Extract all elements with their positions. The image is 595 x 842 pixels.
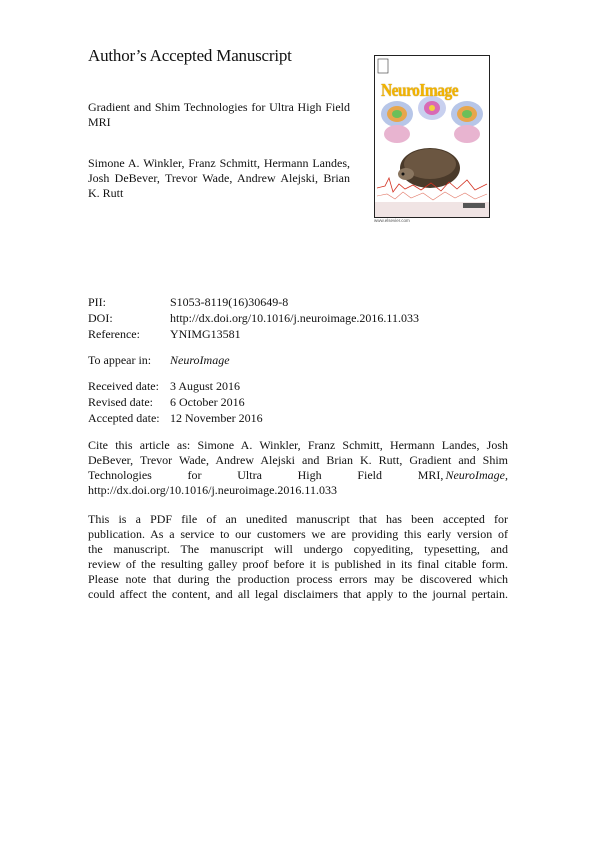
appear-label: To appear in: (88, 353, 152, 367)
received-label: Received date: (88, 379, 159, 393)
manuscript-identifiers (88, 294, 419, 342)
doi-row (88, 310, 419, 326)
received-date: 3 August 2016 (170, 379, 241, 393)
citation-line: DeBever, Trevor Wade, Andrew Alejski and Brian K. Rutt, Gradient and Shim (88, 453, 508, 467)
citation-title-end: Technologies for Ultra High Field MRI, (88, 468, 444, 482)
reference-value: YNIMG13581 (170, 327, 241, 341)
disclaimer-paragraph (88, 512, 508, 602)
received-row (88, 378, 263, 394)
disclaimer-line: review of the resulting galley proof before it is published in its final citable form. (88, 557, 508, 571)
disclaimer-line: Please note that during the production process errors may be discovered which (88, 572, 508, 586)
doi-label: DOI: (88, 311, 113, 325)
pii-value: S1053-8119(16)30649-8 (170, 295, 289, 309)
citation-doi-link[interactable]: http://dx.doi.org/10.1016/j.neuroimage.2016.11.033 (88, 483, 337, 497)
citation-journal: NeuroImage, (445, 468, 508, 482)
reference-label: Reference: (88, 327, 140, 341)
citation-block (88, 438, 508, 498)
article-title: Gradient and Shim Technologies for Ultra High Field MRI (88, 100, 350, 129)
disclaimer-line: This is a PDF file of an unedited manuscript that has been accepted for (88, 512, 508, 526)
revised-date: 6 October 2016 (170, 395, 245, 409)
accepted-row (88, 410, 263, 426)
author-list: Simone A. Winkler, Franz Schmitt, Hermann Landes, Josh DeBever, Trevor Wade, Andrew Alejski, Brian K. Rutt (88, 156, 350, 200)
doi-link[interactable]: http://dx.doi.org/10.1016/j.neuroimage.2016.11.033 (170, 311, 419, 325)
cover-journal-name: NeuroImage (381, 80, 459, 100)
manuscript-heading: Author’s Accepted Manuscript (88, 46, 292, 65)
pii-row (88, 294, 419, 310)
revised-label: Revised date: (88, 395, 153, 409)
publisher-url: www.elsevier.com (374, 218, 410, 223)
revised-row (88, 394, 263, 410)
manuscript-dates (88, 378, 263, 426)
journal-name: NeuroImage (170, 353, 230, 367)
disclaimer-line: publication. As a service to our customers we are providing this early version of (88, 527, 508, 541)
citation-line (88, 468, 508, 483)
accepted-date: 12 November 2016 (170, 411, 263, 425)
journal-row (88, 352, 230, 368)
reference-row (88, 326, 419, 342)
accepted-label: Accepted date: (88, 411, 160, 425)
disclaimer-line: the manuscript. The manuscript will undergo copyediting, typesetting, and (88, 542, 508, 556)
pii-label: PII: (88, 295, 106, 309)
disclaimer-line: could affect the content, and all legal disclaimers that apply to the journal pertain. (88, 587, 508, 601)
journal-cover-image (374, 55, 490, 218)
citation-line: Cite this article as: Simone A. Winkler, Franz Schmitt, Hermann Landes, Josh (88, 438, 508, 452)
